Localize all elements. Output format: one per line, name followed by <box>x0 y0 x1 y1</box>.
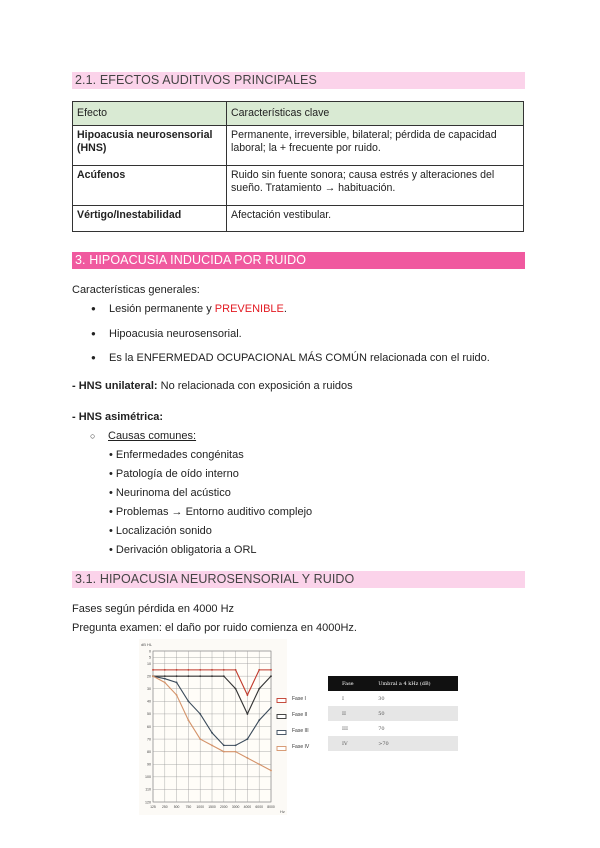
list-item: • Derivación obligatoria a ORL <box>109 544 257 556</box>
x-tick-label: 6000 <box>255 805 263 809</box>
audiogram-chart <box>139 639 310 815</box>
data-point <box>258 763 260 765</box>
table-cell: 50 <box>364 706 458 721</box>
y-tick-label: 70 <box>147 737 151 742</box>
data-point <box>235 669 237 671</box>
y-tick-label: 30 <box>147 687 151 692</box>
list-item: Hipoacusia neurosensorial. <box>109 328 242 340</box>
table-header-cell: Efecto <box>73 102 227 126</box>
bullet-icon: ● <box>91 304 96 313</box>
table-header-cell: Características clave <box>227 102 524 126</box>
data-point <box>235 688 237 690</box>
data-point <box>199 738 201 740</box>
data-point <box>211 744 213 746</box>
hns-unilateral <box>72 379 353 393</box>
x-tick-label: 1500 <box>208 805 216 809</box>
table-row <box>328 691 458 706</box>
data-point <box>199 713 201 715</box>
x-tick-label: 750 <box>185 805 192 809</box>
bullet-icon: ● <box>91 329 96 338</box>
general-intro: Características generales: <box>72 284 200 296</box>
data-point <box>199 675 201 677</box>
data-point <box>164 669 166 671</box>
table-row <box>73 126 524 166</box>
data-point <box>247 694 249 696</box>
list-item-text: . <box>283 303 287 315</box>
section-heading-3: 3. HIPOACUSIA INDUCIDA POR RUIDO <box>72 252 525 269</box>
data-point <box>176 694 178 696</box>
x-tick-label: 1000 <box>196 805 204 809</box>
data-point <box>164 675 166 677</box>
audiogram-svg <box>139 639 287 815</box>
data-point <box>270 770 272 772</box>
x-axis-label: Hz <box>280 809 285 814</box>
effect-name: Acúfenos <box>73 166 227 206</box>
data-point <box>223 744 225 746</box>
data-point <box>247 757 249 759</box>
y-tick-label: 60 <box>147 724 151 729</box>
list-item: • Patología de oído interno <box>109 468 239 480</box>
phases-line: Fases según pérdida en 4000 Hz <box>72 603 235 615</box>
y-tick-label: 50 <box>147 712 151 717</box>
effect-description: Afectación vestibular. <box>227 206 524 232</box>
data-point <box>188 675 190 677</box>
data-point <box>235 744 237 746</box>
legend-swatch <box>277 731 286 735</box>
x-tick-label: 250 <box>161 805 168 809</box>
y-axis-label: dB HL <box>141 642 153 647</box>
x-tick-label: 8000 <box>267 805 275 809</box>
list-item: • Enfermedades congénitas <box>109 449 244 461</box>
table-cell: 70 <box>378 725 385 732</box>
y-tick-label: 110 <box>145 787 151 792</box>
data-point <box>223 669 225 671</box>
chart-legend <box>277 699 286 751</box>
list-item: Es la ENFERMEDAD OCUPACIONAL MÁS COMÚN relacionada con el ruido. <box>109 352 490 364</box>
y-tick-label: 80 <box>147 749 151 754</box>
y-tick-label: 20 <box>147 674 151 679</box>
y-tick-label: 0 <box>149 649 151 654</box>
data-point <box>188 700 190 702</box>
data-point <box>152 675 154 677</box>
table-cell: I <box>342 695 344 702</box>
effect-name: Hipoacusia neurosensorial (HNS) <box>73 126 227 166</box>
section-heading-2-1: 2.1. EFECTOS AUDITIVOS PRINCIPALES <box>72 72 525 89</box>
table-row <box>73 206 524 232</box>
exam-question-line: Pregunta examen: el daño por ruido comienza en 4000Hz. <box>72 622 357 634</box>
data-point <box>258 688 260 690</box>
legend-swatch <box>277 699 286 703</box>
y-tick-label: 100 <box>145 775 151 780</box>
table-cell: IV <box>328 736 364 751</box>
effect-name: Vértigo/Inestabilidad <box>73 206 227 232</box>
data-point <box>211 675 213 677</box>
legend-label: Fase I <box>292 696 306 702</box>
effect-description: Permanente, irreversible, bilateral; pérdida de capacidad laboral; la + frecuente por ruido. <box>227 126 524 166</box>
table-header-row <box>73 102 524 126</box>
data-point <box>176 682 178 684</box>
term-label: - HNS unilateral: <box>72 380 158 392</box>
phase-threshold-table <box>328 676 458 751</box>
data-point <box>235 751 237 753</box>
causes-title: Causas comunes: <box>108 430 197 442</box>
list-item: • Problemas → Entorno auditivo complejo <box>109 506 313 518</box>
y-axis-ticks <box>145 649 151 804</box>
list-item <box>109 302 287 316</box>
section-heading-3-1: 3.1. HIPOACUSIA NEUROSENSORIAL Y RUIDO <box>72 571 525 588</box>
x-tick-label: 500 <box>173 805 180 809</box>
table-row <box>328 706 458 721</box>
data-point <box>164 678 166 680</box>
x-axis-ticks <box>150 805 275 809</box>
data-point <box>211 732 213 734</box>
data-point <box>223 675 225 677</box>
data-point <box>211 669 213 671</box>
legend-swatch <box>277 747 286 751</box>
x-tick-label: 2000 <box>220 805 228 809</box>
data-point <box>258 669 260 671</box>
data-point <box>199 669 201 671</box>
table-header-row <box>328 676 458 691</box>
y-tick-label: 90 <box>147 762 151 767</box>
effects-table <box>72 101 524 232</box>
data-point <box>176 675 178 677</box>
hns-asimetrica-label: - HNS asimétrica: <box>72 411 164 423</box>
list-item-text: Lesión permanente y <box>109 303 215 315</box>
data-point <box>270 707 272 709</box>
y-tick-label: 40 <box>147 699 151 704</box>
effect-description: Ruido sin fuente sonora; causa estrés y alteraciones del sueño. Tratamiento → habituación. <box>227 166 524 206</box>
legend-label: Fase IV <box>292 744 310 750</box>
chart-grid <box>153 651 271 802</box>
table-header-cell: Fase <box>328 676 364 691</box>
y-tick-label: 120 <box>145 800 151 805</box>
data-point <box>152 669 154 671</box>
table-cell: III <box>342 725 348 732</box>
table-cell: 30 <box>378 695 385 702</box>
data-point <box>188 669 190 671</box>
list-item: • Neurinoma del acústico <box>109 487 231 499</box>
x-tick-label: 4000 <box>243 805 252 809</box>
table-row <box>328 736 458 751</box>
data-point <box>223 751 225 753</box>
x-tick-label: 125 <box>150 805 156 809</box>
data-point <box>164 682 166 684</box>
table-row <box>73 166 524 206</box>
data-point <box>176 669 178 671</box>
legend-swatch <box>277 715 286 719</box>
table-cell: II <box>328 706 364 721</box>
highlight-text: PREVENIBLE <box>214 303 284 315</box>
term-text: No relacionada con exposición a ruidos <box>157 380 353 392</box>
data-point <box>258 719 260 721</box>
legend-label: Fase II <box>292 712 308 718</box>
y-tick-label: 5 <box>149 655 151 660</box>
table-header-cell: Umbral a 4 kHz (dB) <box>364 676 458 691</box>
list-item: • Localización sonido <box>109 525 212 537</box>
circle-bullet-icon: ○ <box>90 431 96 441</box>
table-cell: >70 <box>364 736 458 751</box>
data-point <box>247 738 249 740</box>
data-point <box>247 713 249 715</box>
x-tick-label: 3000 <box>231 805 240 809</box>
bullet-icon: ● <box>91 353 96 362</box>
legend-label: Fase III <box>292 728 309 734</box>
data-point <box>270 669 272 671</box>
table-row <box>328 721 458 736</box>
y-tick-label: 10 <box>147 661 151 666</box>
data-point <box>188 719 190 721</box>
data-point <box>270 675 272 677</box>
